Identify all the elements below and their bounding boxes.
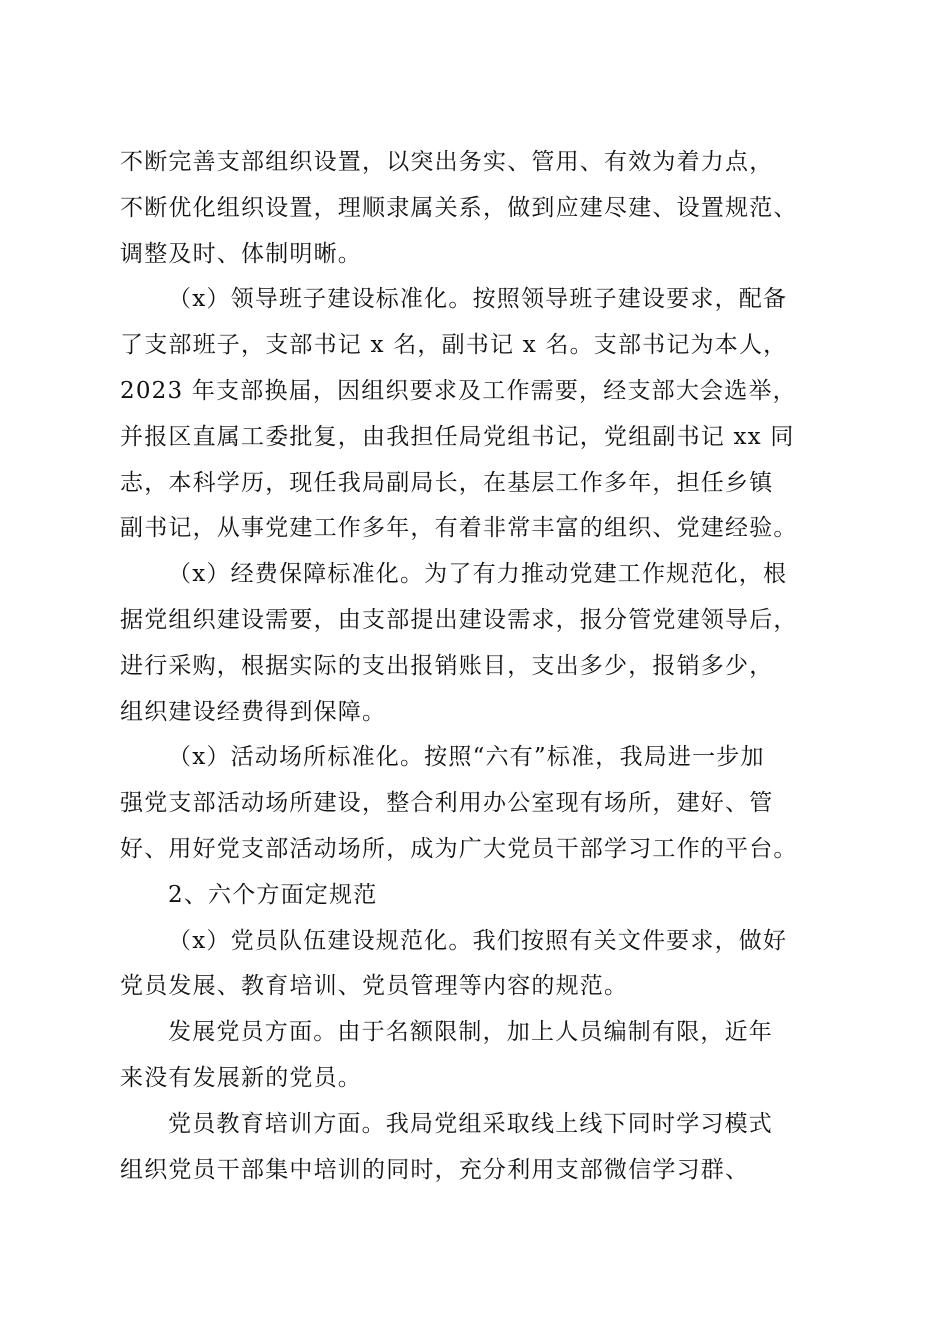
text-line: 党员发展、教育培训、党员管理等内容的规范。 (120, 973, 629, 1000)
text-line: 了支部班子，支部书记 x 名，副书记 x 名。支部书记为本人， (120, 332, 788, 359)
text-line: 进行采购，根据实际的支出报销账目，支出多少，报销多少， (120, 652, 774, 679)
text-line: 好、用好党支部活动场所，成为广大党员干部学习工作的平台。 (120, 835, 798, 862)
text-line: 组织建设经费得到保障。 (120, 698, 387, 725)
text-line: 组织党员干部集中培训的同时，充分利用支部微信学习群、 (120, 1156, 750, 1183)
section-heading: 2、六个方面定规范 (168, 881, 378, 908)
text-line: （x）党员队伍建设规范化。我们按照有关文件要求，做好 (168, 927, 788, 954)
text-line: 不断优化组织设置，理顺隶属关系，做到应建尽建、设置规范、 (120, 194, 798, 221)
text-line: （x）领导班子建设标准化。按照领导班子建设要求，配备 (168, 286, 788, 313)
document-body (120, 140, 830, 1193)
text-line: 不断完善支部组织设置，以突出务实、管用、有效为着力点， (120, 149, 774, 175)
text-line: 志，本科学历，现任我局副局长，在基层工作多年，担任乡镇 (120, 469, 774, 496)
text-line: （x）活动场所标准化。按照“六有”标准，我局进一步加 (168, 744, 765, 771)
text-line: 2023 年支部换届，因组织要求及工作需要，经支部大会选举， (120, 377, 797, 404)
text-line: 党员教育培训方面。我局党组采取线上线下同时学习模式 (168, 1110, 773, 1137)
text-line: （x）经费保障标准化。为了有力推动党建工作规范化，根 (168, 561, 788, 588)
text-line: 发展党员方面。由于名额限制，加上人员编制有限，近年 (168, 1019, 773, 1046)
text-line: 来没有发展新的党员。 (120, 1064, 362, 1091)
text-line: 调整及时、体制明晰。 (120, 240, 362, 267)
text-line: 据党组织建设需要，由支部提出建设需求，报分管党建领导后， (120, 606, 798, 633)
text-line: 并报区直属工委批复，由我担任局党组书记，党组副书记 xx 同 (120, 423, 795, 450)
text-line: 强党支部活动场所建设，整合利用办公室现有场所，建好、管 (120, 790, 774, 817)
text-line: 副书记，从事党建工作多年，有着非常丰富的组织、党建经验。 (120, 515, 798, 542)
